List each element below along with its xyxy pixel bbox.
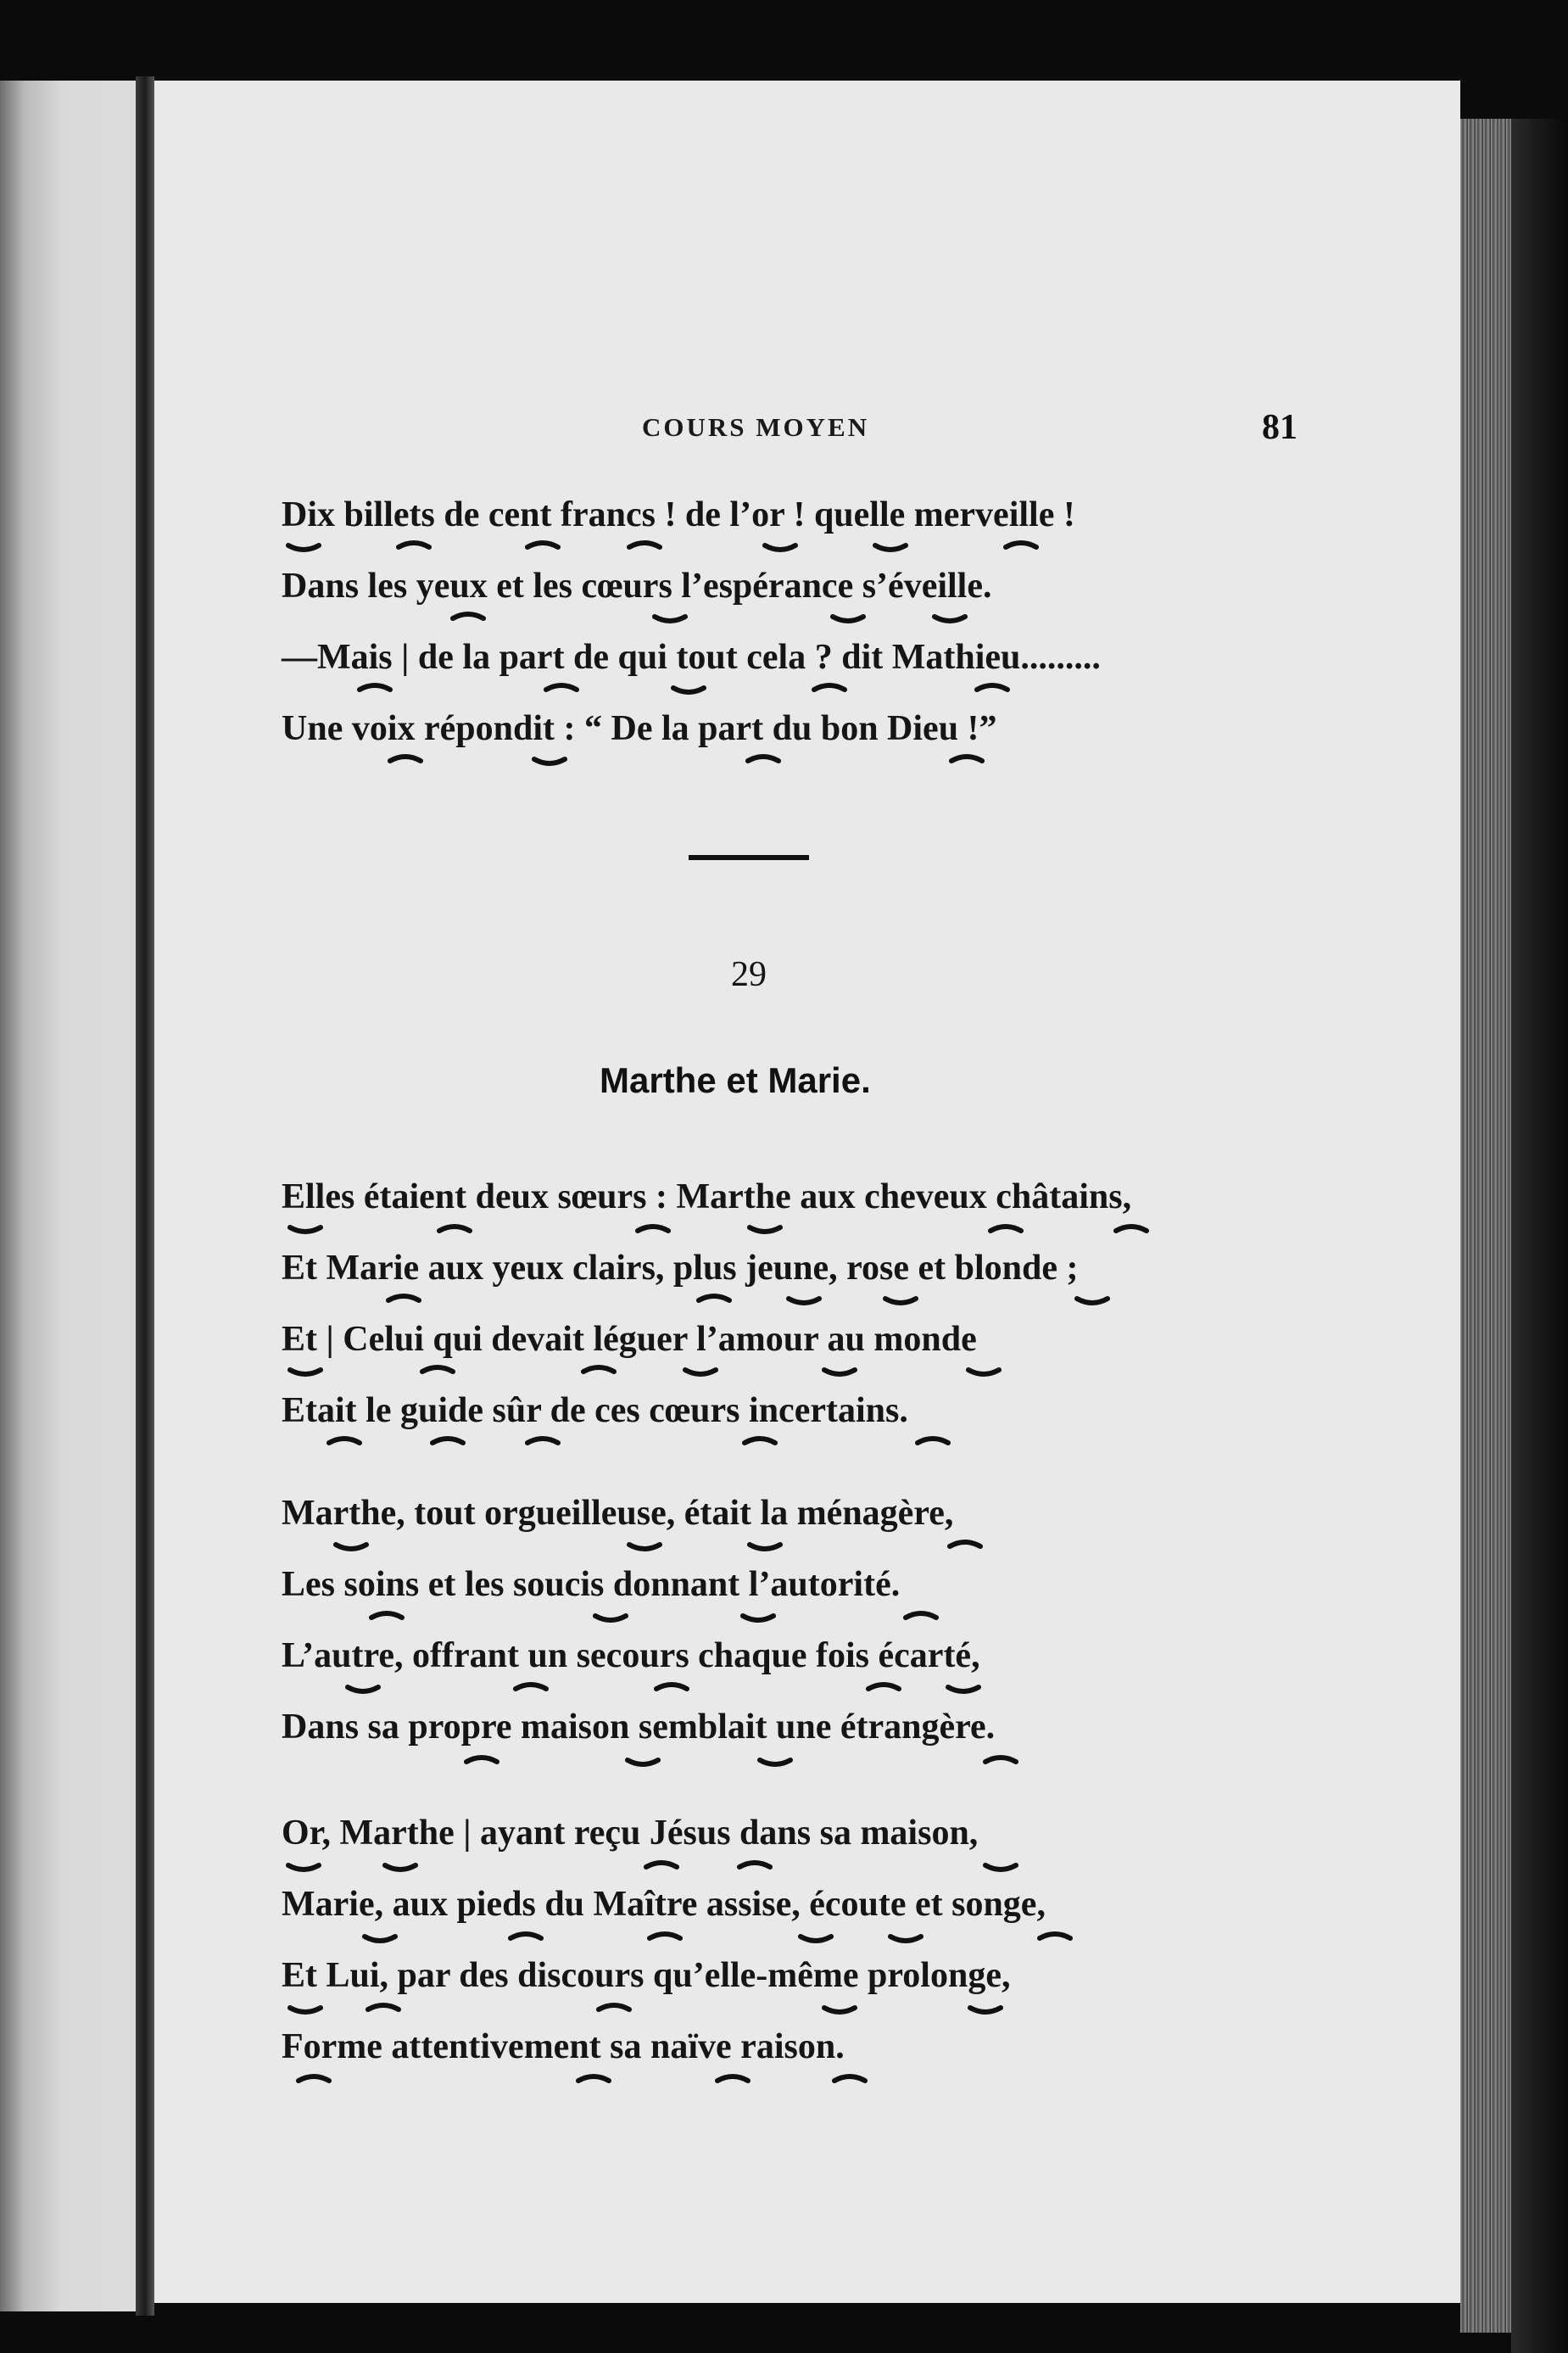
liaison-mark xyxy=(970,2008,1001,2012)
liaison-mark xyxy=(546,685,577,690)
liaison-mark xyxy=(650,1934,680,1938)
liaison-mark xyxy=(834,2076,865,2081)
liaison-mark xyxy=(432,1439,463,1443)
liaison-mark xyxy=(1116,1227,1147,1231)
liaison-mark xyxy=(906,1613,936,1618)
liaison-mark xyxy=(1006,543,1036,547)
verse-line: L’autre, offrant un secours chaque fois écarté, xyxy=(282,1636,980,1675)
liaison-mark xyxy=(985,1758,1016,1762)
liaison-mark xyxy=(655,617,685,621)
liaison-mark xyxy=(511,1934,541,1938)
verse-line: Dans sa propre maison semblait une étrangère. xyxy=(282,1707,996,1747)
liaison-mark xyxy=(875,545,906,550)
liaison-mark xyxy=(629,1545,660,1549)
book-page xyxy=(154,81,1460,2303)
liaison-mark xyxy=(743,1616,773,1620)
liaison-mark xyxy=(628,1760,658,1764)
verse-line: Marie, aux pieds du Maître assise, écoute et songe, xyxy=(282,1885,1046,1924)
liaison-mark xyxy=(717,2076,748,2081)
liaison-mark xyxy=(739,1863,770,1867)
liaison-mark xyxy=(1040,1934,1070,1938)
liaison-mark xyxy=(578,2076,609,2081)
liaison-mark xyxy=(950,1542,980,1546)
liaison-mark xyxy=(814,685,845,690)
liaison-mark xyxy=(516,1685,546,1689)
liaison-mark xyxy=(360,685,390,690)
verse-line: —Mais | de la part de qui tout cela ? dit Mathieu......... xyxy=(282,638,1101,677)
liaison-mark xyxy=(288,545,319,550)
liaison-mark xyxy=(299,2076,329,2081)
poem-title: Marthe et Marie. xyxy=(600,1060,871,1100)
liaison-mark xyxy=(422,1367,453,1372)
liaison-mark xyxy=(948,1687,979,1691)
verse-line: Etait le guide sûr de ces cœurs incertains. xyxy=(282,1391,908,1430)
liaison-mark xyxy=(371,1613,402,1618)
verse-line: Et Marie aux yeux clairs, plus jeune, rose et blonde ; xyxy=(282,1249,1079,1288)
liaison-mark xyxy=(885,1299,916,1303)
liaison-mark xyxy=(527,1439,558,1443)
verse-line: Elles étaient deux sœurs : Marthe aux cheveux châtains, xyxy=(282,1177,1132,1216)
liaison-mark xyxy=(390,757,421,761)
liaison-mark xyxy=(748,757,778,761)
liaison-mark xyxy=(673,688,704,692)
verse-line: Une voix répondit : “ De la part du bon Dieu !” xyxy=(282,709,997,748)
verse-line: Marthe, tout orgueilleuse, était la ménagère, xyxy=(282,1494,954,1533)
liaison-mark xyxy=(599,2005,629,2009)
book-binding xyxy=(1511,119,1568,2353)
page-stack-edge xyxy=(1460,119,1511,2333)
verse-line: Forme attentivement sa naïve raison. xyxy=(282,2027,845,2066)
liaison-mark xyxy=(750,1227,780,1232)
verse-line: Les soins et les soucis donnant l’autorité. xyxy=(282,1565,901,1604)
liaison-mark xyxy=(656,1685,687,1689)
liaison-mark xyxy=(583,1367,614,1372)
liaison-mark xyxy=(466,1758,497,1762)
liaison-mark xyxy=(750,1545,780,1549)
liaison-mark xyxy=(685,1370,716,1374)
liaison-mark xyxy=(348,1687,378,1691)
verse-line: Dix billets de cent francs ! de l’or ! quelle merveille ! xyxy=(282,495,1075,534)
liaison-mark xyxy=(765,545,795,550)
section-divider xyxy=(689,855,809,860)
liaison-mark xyxy=(990,1227,1021,1231)
liaison-mark xyxy=(368,2005,399,2009)
facing-page-edge xyxy=(0,81,136,2311)
liaison-mark xyxy=(336,1545,366,1549)
poem-number: 29 xyxy=(731,955,767,994)
liaison-mark xyxy=(789,1299,819,1303)
liaison-mark xyxy=(595,1616,626,1620)
liaison-mark xyxy=(824,2008,855,2012)
liaison-mark xyxy=(288,1865,319,1870)
liaison-mark xyxy=(638,1227,668,1231)
liaison-mark xyxy=(760,1760,790,1764)
running-title: COURS MOYEN xyxy=(642,412,870,442)
verse-line: Dans les yeux et les cœurs l’espérance s’éveille. xyxy=(282,567,992,606)
liaison-mark xyxy=(290,1370,321,1374)
liaison-mark xyxy=(365,1937,395,1941)
liaison-mark xyxy=(439,1227,470,1231)
page-number: 81 xyxy=(1262,408,1297,447)
liaison-mark xyxy=(977,685,1007,690)
liaison-mark xyxy=(646,1863,677,1867)
liaison-mark xyxy=(527,543,558,547)
verse-line: Or, Marthe | ayant reçu Jésus dans sa maison, xyxy=(282,1814,979,1853)
liaison-mark xyxy=(329,1439,360,1443)
liaison-mark xyxy=(385,1865,416,1870)
liaison-mark xyxy=(868,1685,899,1689)
liaison-mark xyxy=(745,1439,775,1443)
liaison-mark xyxy=(534,759,565,763)
liaison-mark xyxy=(968,1370,999,1374)
liaison-mark xyxy=(453,614,483,618)
liaison-mark xyxy=(918,1439,948,1443)
liaison-mark xyxy=(951,757,982,761)
liaison-mark xyxy=(388,1296,419,1300)
liaison-mark xyxy=(935,617,965,621)
liaison-mark xyxy=(699,1296,729,1300)
liaison-mark xyxy=(824,1370,855,1374)
page-header xyxy=(154,408,1460,447)
liaison-mark xyxy=(290,2008,321,2012)
liaison-mark xyxy=(833,617,863,621)
liaison-mark xyxy=(1077,1299,1108,1303)
liaison-mark xyxy=(801,1937,831,1941)
verse-line: Et | Celui qui devait léguer l’amour au monde xyxy=(282,1320,977,1359)
liaison-mark xyxy=(629,543,660,547)
book-gutter xyxy=(136,76,154,2316)
liaison-mark xyxy=(890,1937,921,1941)
liaison-mark xyxy=(985,1865,1016,1870)
liaison-mark xyxy=(290,1227,321,1232)
liaison-mark xyxy=(399,543,429,547)
verse-line: Et Lui, par des discours qu’elle-même prolonge, xyxy=(282,1956,1011,1995)
